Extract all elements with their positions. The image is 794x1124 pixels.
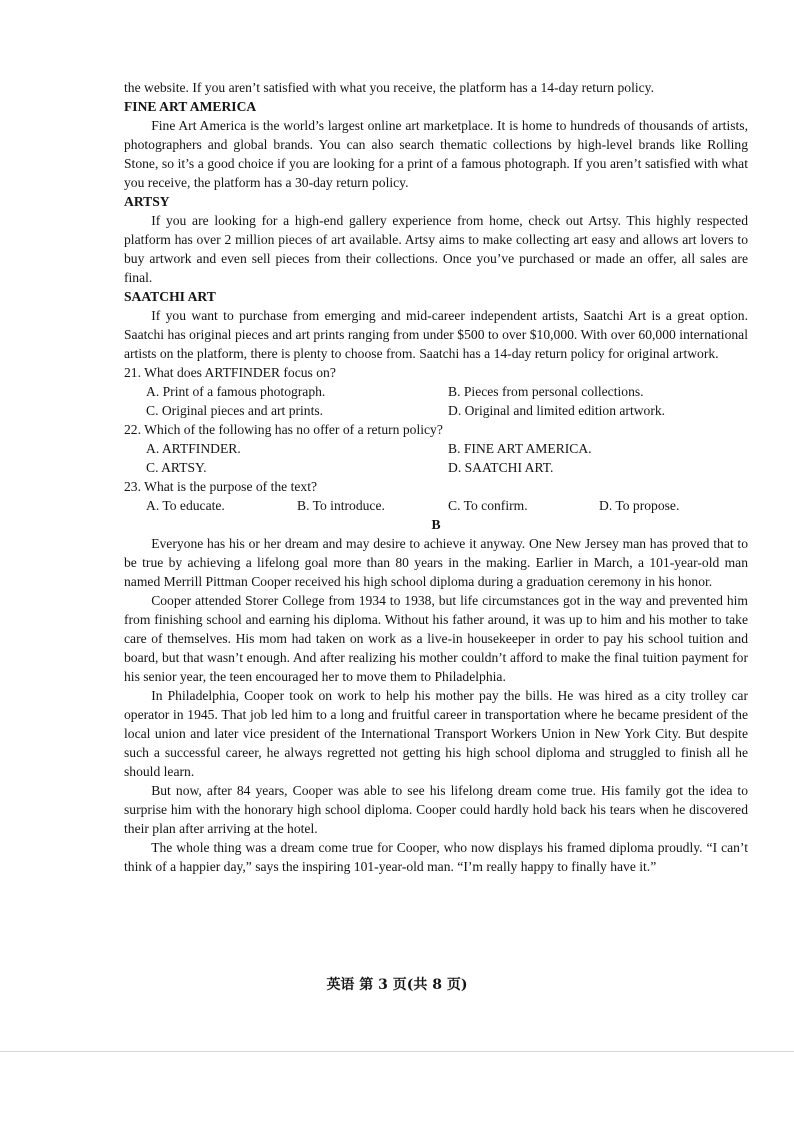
question-22-stem: 22. Which of the following has no offer of a return policy? — [124, 422, 443, 437]
option-23-c: C. To confirm. — [448, 498, 528, 513]
option-22-d: D. SAATCHI ART. — [448, 460, 554, 475]
section-body-fine-art-america: Fine Art America is the world’s largest online art marketplace. It is home to hundreds of thousands of artists, photographers and global brands. You can also search thematic collections by high-level brands like Rolling Stone, so it’s a good choice if you are looking for a print of a famous photograph. If you aren’t satisfied with what you receive, the platform has a 30-day return policy. — [124, 118, 748, 190]
option-21-b: B. Pieces from personal collections. — [448, 384, 644, 399]
section-body-saatchi-art: If you want to purchase from emerging and mid-career independent artists, Saatchi Art is a great option. Saatchi has original pieces and art prints ranging from under $500 to over $10,000. With over 60,000 international artists on the platform, there is plenty to choose from. Saatchi has a 14-day return policy for original artwork. — [124, 308, 748, 361]
page-content — [124, 78, 748, 876]
section-heading-artsy: ARTSY — [124, 194, 170, 209]
page-footer: 英语 第 3 页(共 8 页) — [326, 977, 468, 993]
section-heading-saatchi-art: SAATCHI ART — [124, 289, 216, 304]
question-23-options — [124, 496, 748, 515]
question-22-options — [124, 439, 748, 477]
passage-b-letter: B — [431, 517, 441, 532]
option-23-a: A. To educate. — [146, 498, 225, 513]
option-21-d: D. Original and limited edition artwork. — [448, 403, 666, 418]
bottom-divider — [0, 1051, 794, 1052]
passage-b-paragraph: Cooper attended Storer College from 1934 to 1938, but life circumstances got in the way and prevented him from finishing school and earning his diploma. Without his father around, it was up to him and his mother to take care of themselves. His mom had taken on work as a live-in housekeeper in order to pay his school tuition and board, but that wasn’t enough. And after realizing his mother couldn’t afford to make the final tuition payment for his senior year, the teen encouraged her to move them to Philadelphia. — [124, 593, 748, 684]
option-22-a: A. ARTFINDER. — [146, 441, 241, 456]
option-23-b: B. To introduce. — [297, 498, 385, 513]
option-21-c: C. Original pieces and art prints. — [146, 403, 324, 418]
passage-b-paragraph: The whole thing was a dream come true for Cooper, who now displays his framed diploma proudly. “I can’t think of a happier day,” says the inspiring 101-year-old man. “I’m really happy to finally have it.” — [124, 840, 748, 874]
passage-b-paragraph: But now, after 84 years, Cooper was able to see his lifelong dream come true. His family got the idea to surprise him with the honorary high school diploma. Cooper could hardly hold back his tears when he discovered their plan after arriving at the hotel. — [124, 783, 748, 836]
section-body-artsy: If you are looking for a high-end gallery experience from home, check out Artsy. This highly respected platform has over 2 million pieces of art available. Artsy aims to make collecting art easy and allows art lovers to buy artwork and even sell pieces from their collections. Once you’ve purchased or made an offer, all sales are final. — [124, 213, 748, 285]
passage-b-paragraph: Everyone has his or her dream and may desire to achieve it anyway. One New Jersey man has proved that to be true by achieving a lifelong goal more than 80 years in the making. Earlier in March, a 101-year-old man named Merrill Pittman Cooper received his high school diploma during a graduation ceremony in his honor. — [124, 536, 748, 589]
intro-tail: the website. If you aren’t satisfied with what you receive, the platform has a 14-day return policy. — [124, 80, 654, 95]
question-21-options — [124, 382, 748, 420]
question-23-stem: 23. What is the purpose of the text? — [124, 479, 318, 494]
question-21-stem: 21. What does ARTFINDER focus on? — [124, 365, 336, 380]
option-23-d: D. To propose. — [599, 498, 680, 513]
passage-b-paragraph: In Philadelphia, Cooper took on work to help his mother pay the bills. He was hired as a city trolley car operator in 1945. That job led him to a long and fruitful career in transportation where he became president of the local union and later vice president of the International Transport Workers Union in New York City. But despite such a successful career, he always regretted not getting his high school diploma and struggled to finish all he should learn. — [124, 688, 748, 779]
option-21-a: A. Print of a famous photograph. — [146, 384, 326, 399]
section-heading-fine-art-america: FINE ART AMERICA — [124, 99, 257, 114]
option-22-b: B. FINE ART AMERICA. — [448, 441, 592, 456]
option-22-c: C. ARTSY. — [146, 460, 207, 475]
